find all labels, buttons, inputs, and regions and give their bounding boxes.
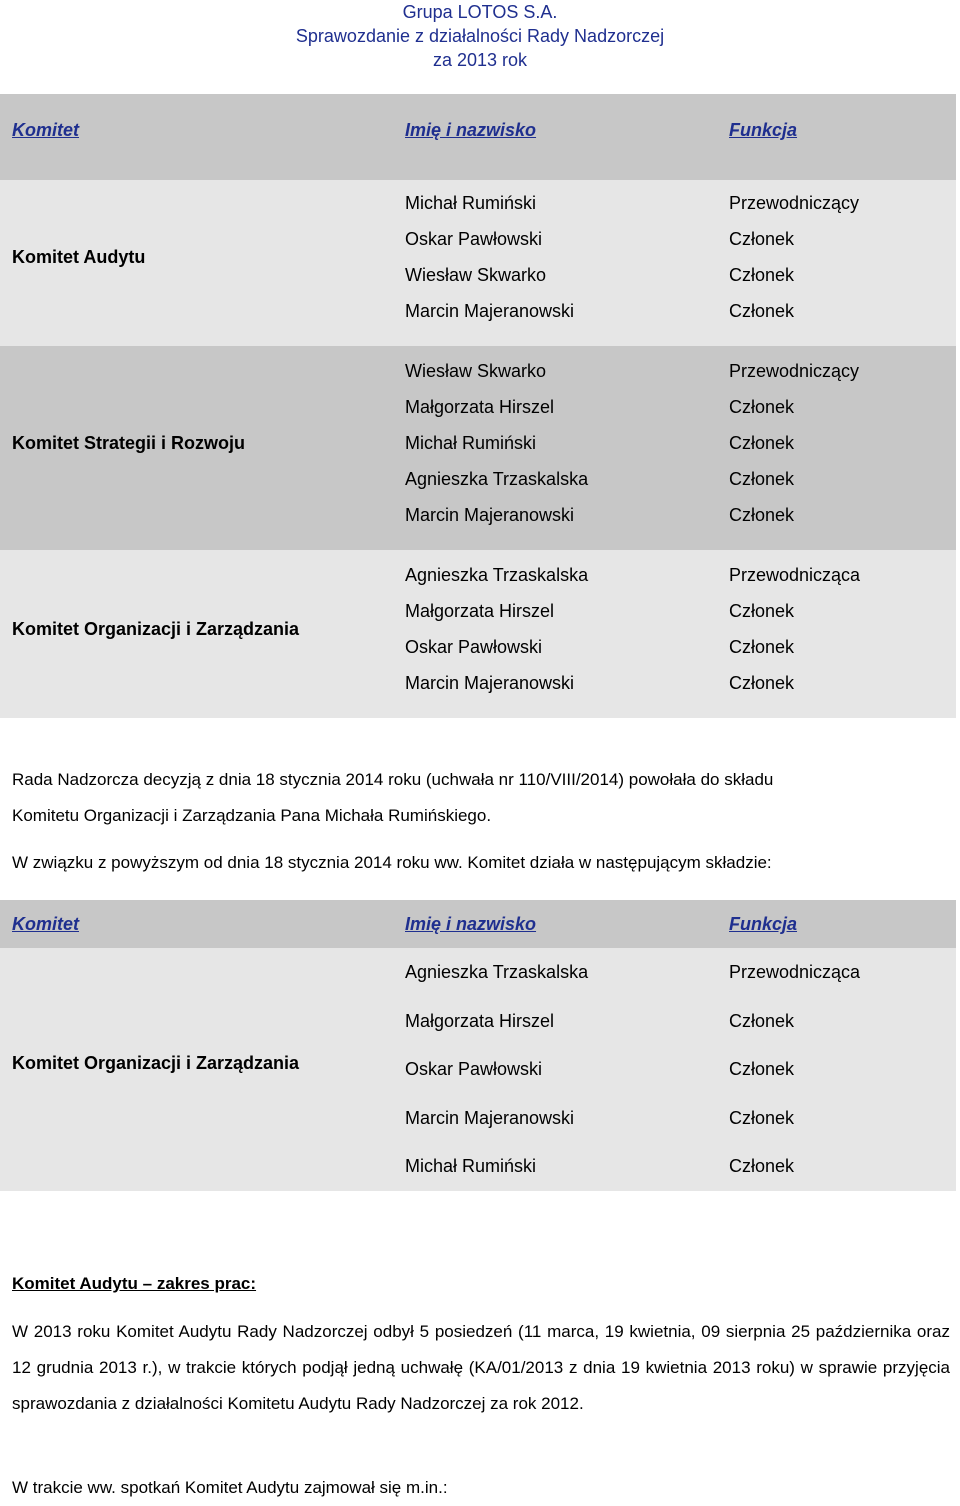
member-name: Małgorzata Hirszel bbox=[405, 1010, 555, 1031]
table1-header-committee: Komitet bbox=[12, 120, 79, 140]
member-name: Marcin Majeranowski bbox=[405, 1107, 575, 1128]
member-role: Przewodniczący bbox=[729, 193, 860, 213]
report-title: Sprawozdanie z działalności Rady Nadzorczej bbox=[295, 26, 665, 46]
member-role: Członek bbox=[729, 1059, 795, 1080]
company-name: Grupa LOTOS S.A. bbox=[402, 2, 558, 22]
member-name: Marcin Majeranowski bbox=[405, 673, 575, 693]
member-role: Członek bbox=[729, 433, 795, 453]
audit-section-heading bbox=[12, 1266, 950, 1302]
member-name: Marcin Majeranowski bbox=[405, 505, 575, 525]
audit-heading-text: Komitet Audytu – zakres prac: bbox=[12, 1274, 257, 1293]
member-name: Oskar Pawłowski bbox=[405, 1059, 543, 1080]
member-role: Członek bbox=[729, 505, 795, 525]
member-role: Członek bbox=[729, 301, 795, 321]
member-role: Członek bbox=[729, 673, 795, 693]
member-list-strategy bbox=[405, 353, 715, 533]
member-name: Agnieszka Trzaskalska bbox=[405, 469, 589, 489]
member-name: Agnieszka Trzaskalska bbox=[405, 565, 589, 585]
member-role: Członek bbox=[729, 601, 795, 621]
resolution-paragraph bbox=[12, 762, 950, 834]
member-role: Członek bbox=[729, 1010, 795, 1031]
table2-header-role: Funkcja bbox=[729, 914, 798, 934]
table2-committee-name: Komitet Organizacji i Zarządzania bbox=[12, 1053, 300, 1073]
member-role: Przewodnicząca bbox=[729, 962, 861, 982]
member-name: Wiesław Skwarko bbox=[405, 361, 547, 381]
document-header bbox=[0, 0, 960, 72]
table1-header-name: Imię i nazwisko bbox=[405, 120, 537, 140]
member-role: Przewodniczący bbox=[729, 361, 860, 381]
member-role: Członek bbox=[729, 1107, 795, 1128]
report-year: za 2013 rok bbox=[432, 50, 528, 70]
table2-member-list bbox=[405, 948, 715, 1191]
member-name: Małgorzata Hirszel bbox=[405, 397, 555, 417]
resolution-line-1: Rada Nadzorcza decyzją z dnia 18 stycznia 2014 roku (uchwała nr 110/VIII/2014) powołała do składu bbox=[12, 770, 774, 789]
table2-role-list bbox=[729, 948, 959, 1191]
member-name: Michał Rumiński bbox=[405, 193, 537, 213]
member-role: Członek bbox=[729, 229, 795, 249]
role-list-organization bbox=[729, 557, 959, 701]
table1-header-role: Funkcja bbox=[729, 120, 798, 140]
member-role: Członek bbox=[729, 1156, 795, 1177]
member-name: Michał Rumiński bbox=[405, 1156, 537, 1177]
member-name: Oskar Pawłowski bbox=[405, 229, 543, 249]
committee-name-strategy: Komitet Strategii i Rozwoju bbox=[12, 433, 246, 453]
table2-header-committee: Komitet bbox=[12, 914, 79, 934]
committee-name-organization: Komitet Organizacji i Zarządzania bbox=[12, 619, 300, 639]
member-role: Członek bbox=[729, 469, 795, 489]
member-role: Członek bbox=[729, 637, 795, 657]
role-list-strategy bbox=[729, 353, 959, 533]
audit-section-body: W 2013 roku Komitet Audytu Rady Nadzorczej odbył 5 posiedzeń (11 marca, 19 kwietnia, 09 sierpnia 25 października oraz 12 grudnia 2013 r.), w trakcie których podjął jedną uchwałę (KA/01/2013 z dnia 19 kwietnia 2013 roku) w sprawie przyjęcia sprawozdania z działalności Komitetu Audytu Rady Nadzorczej za rok 2012. bbox=[12, 1322, 950, 1413]
committee-name-audit: Komitet Audytu bbox=[12, 247, 146, 267]
member-role: Członek bbox=[729, 397, 795, 417]
member-name: Marcin Majeranowski bbox=[405, 301, 575, 321]
table2-header-name: Imię i nazwisko bbox=[405, 914, 537, 934]
member-role: Członek bbox=[729, 265, 795, 285]
member-list-organization bbox=[405, 557, 715, 701]
member-name: Michał Rumiński bbox=[405, 433, 537, 453]
member-name: Wiesław Skwarko bbox=[405, 265, 547, 285]
composition-intro: W związku z powyższym od dnia 18 stycznia 2014 roku ww. Komitet działa w następującym składzie: bbox=[12, 853, 772, 872]
member-role: Przewodnicząca bbox=[729, 565, 861, 585]
member-name: Małgorzata Hirszel bbox=[405, 601, 555, 621]
role-list-audit bbox=[729, 185, 959, 329]
audit-section-last-line: W trakcie ww. spotkań Komitet Audytu zajmował się m.in.: bbox=[12, 1478, 448, 1497]
member-list-audit bbox=[405, 185, 715, 329]
member-name: Oskar Pawłowski bbox=[405, 637, 543, 657]
member-name: Agnieszka Trzaskalska bbox=[405, 962, 589, 982]
resolution-line-2: Komitetu Organizacji i Zarządzania Pana Michała Rumińskiego. bbox=[12, 806, 492, 825]
